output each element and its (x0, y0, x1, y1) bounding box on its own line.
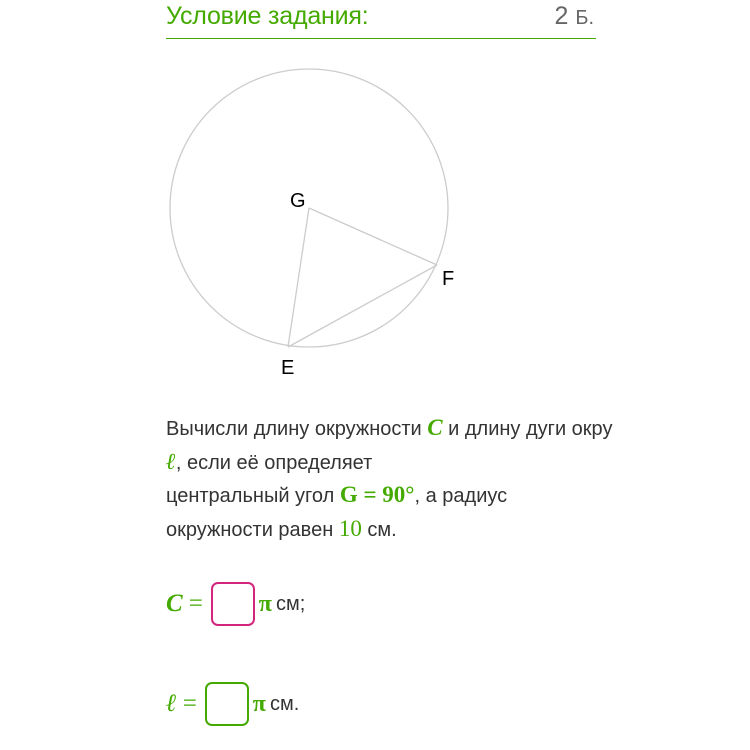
answer-var: ℓ (166, 690, 177, 717)
task-header (166, 0, 596, 39)
task-points (554, 2, 594, 31)
problem-line-3 (166, 479, 636, 513)
circumference-input[interactable] (211, 582, 255, 626)
pi-symbol: π (258, 590, 272, 617)
equals-sign: = (188, 590, 203, 617)
problem-text: центральный угол (166, 485, 340, 507)
arc-length-input[interactable] (205, 682, 249, 726)
circle-figure (150, 55, 480, 395)
angle-value: G = 90° (339, 482, 415, 507)
pi-symbol: π (252, 690, 266, 717)
problem-statement (166, 412, 636, 546)
problem-text: , а радиус (414, 485, 508, 507)
problem-text: , если её определяет (175, 451, 373, 474)
label-center: G (290, 190, 306, 212)
var-arc-length: ℓ (166, 448, 176, 474)
task-condition-title: Условие задания: (166, 2, 369, 30)
radius-ge (288, 208, 309, 347)
problem-text: см. (361, 518, 397, 541)
unit-label: см; (275, 592, 306, 615)
answer-row-arc-length (166, 680, 299, 728)
problem-text: окружности равен (166, 518, 339, 541)
points-value: 2 (554, 2, 569, 30)
chord-ef (288, 265, 437, 347)
label-point-2: E (281, 357, 295, 379)
label-point-1: F (442, 268, 455, 290)
answer-var: C (166, 590, 183, 617)
radius-gf (309, 208, 437, 265)
equals-sign: = (182, 690, 197, 717)
problem-line-2 (166, 446, 636, 480)
circle-diagram (150, 55, 480, 395)
unit-label: см. (269, 692, 300, 715)
radius-value: 10 (338, 515, 362, 541)
problem-text: Вычисли длину окружности (166, 418, 428, 440)
points-unit: Б. (575, 7, 594, 29)
problem-line-1 (166, 412, 636, 446)
problem-text: и длину дуги окру (442, 418, 613, 440)
var-circumference: C (427, 415, 443, 440)
answer-row-circumference (166, 580, 305, 628)
problem-line-4 (166, 513, 636, 547)
